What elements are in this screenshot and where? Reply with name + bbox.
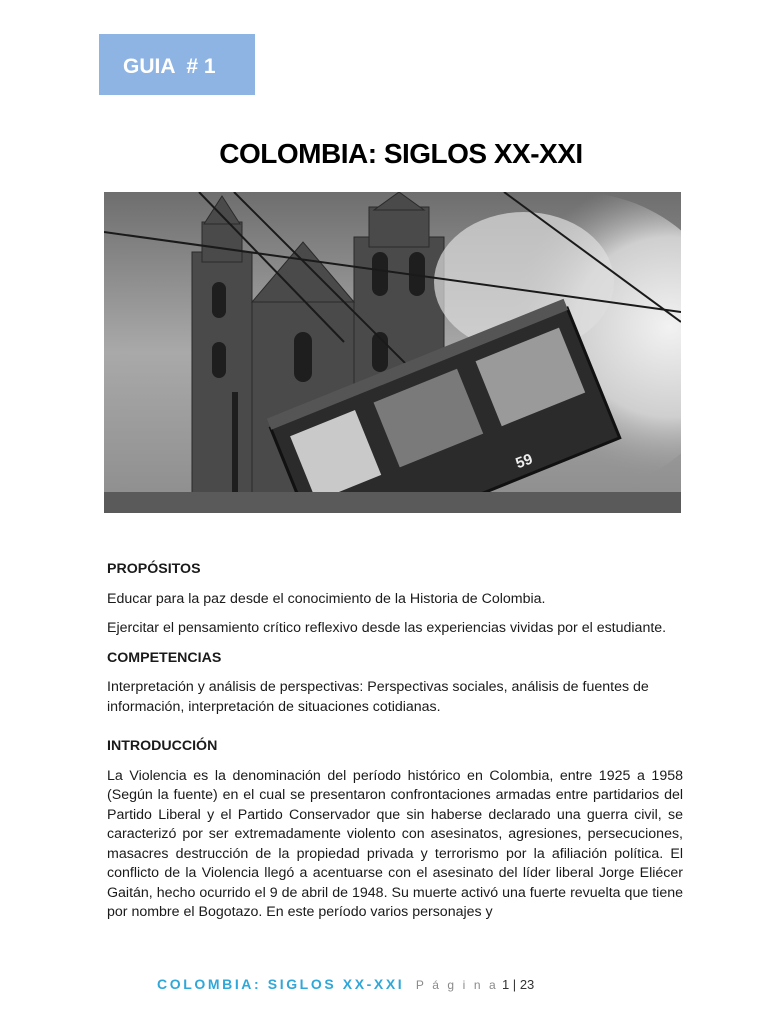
introduccion-paragraph-1: La Violencia es la denominación del período histórico en Colombia, entre 1925 a 1958 (Según la fuente) en el cual se presentaron confrontaciones armadas entre partidarios del Partido Liberal y el Partido Conservador que sin haberse declarado una guerra civil, se caracterizó por ser extremadamente violento con asesinatos, agresiones, persecuciones, masacres destrucción de la propiedad privada y terrorismo por la afiliación política. El conflicto de la Violencia llegó a acentuarse con el asesinato del líder liberal Jorge Eliécer Gaitán, hecho ocurrido el 9 de abril de 1948. Su muerte activó una fuerte revuelta que tiene por nombre el Bogotazo. En este período varios personajes y — [107, 767, 683, 920]
guide-badge-label: GUIA # 1 — [123, 55, 216, 78]
section-heading-competencias: COMPETENCIAS — [107, 649, 222, 666]
document-title: COLOMBIA: SIGLOS XX-XXI — [219, 138, 583, 169]
footer-page-label: P á g i n a — [415, 978, 499, 992]
guide-badge — [99, 34, 255, 95]
footer-document-title: COLOMBIA: SIGLOS XX-XXI — [157, 976, 405, 992]
competencias-paragraph-1: Interpretación y análisis de perspectivas: Perspectivas sociales, análisis de fuentes de información, interpretación de situaciones cotidianas. — [107, 679, 649, 715]
section-heading-introduccion: INTRODUCCIÓN — [107, 738, 218, 754]
propositos-paragraph-2: Ejercitar el pensamiento crítico reflexivo desde las experiencias vividas por el estudiante. — [107, 620, 667, 636]
cover-photo — [104, 192, 681, 513]
tram-number: 59 — [513, 450, 535, 473]
section-heading-propositos: PROPÓSITOS — [107, 561, 201, 577]
footer-page-number: 1 — [501, 977, 510, 992]
footer-separator: | — [512, 977, 517, 992]
footer-total-pages: 23 — [519, 977, 535, 992]
page-footer — [157, 976, 534, 992]
document-body — [107, 560, 683, 923]
propositos-paragraph-1: Educar para la paz desde el conocimiento de la Historia de Colombia. — [107, 590, 546, 607]
